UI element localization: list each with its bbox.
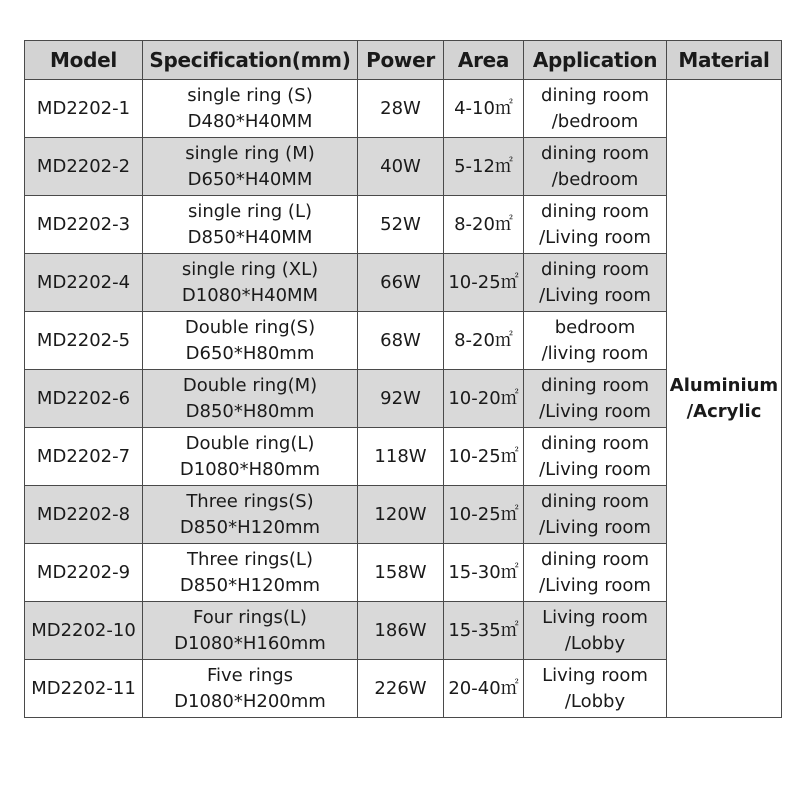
application-line: dining room <box>541 432 649 454</box>
cell-model: MD2202-8 <box>25 486 143 544</box>
cell-specification <box>143 660 358 718</box>
header-application: Application <box>524 41 667 80</box>
spec-name: Double ring(S) <box>184 316 316 338</box>
spec-name: Five rings <box>206 664 294 686</box>
cell-model: MD2202-6 <box>25 370 143 428</box>
cell-model: MD2202-2 <box>25 138 143 196</box>
cell-area: 8-20㎡ <box>444 312 524 370</box>
application-line: /bedroom <box>551 168 639 190</box>
cell-model: MD2202-3 <box>25 196 143 254</box>
material-line: Aluminium <box>669 374 779 396</box>
application-line: /living room <box>541 342 649 364</box>
cell-application <box>524 660 667 718</box>
spec-dimensions: D1080*H40MM <box>181 284 319 306</box>
spec-dimensions: D1080*H160mm <box>174 632 326 654</box>
cell-area: 8-20㎡ <box>444 196 524 254</box>
spec-name: single ring (M) <box>185 142 315 164</box>
cell-model: MD2202-11 <box>25 660 143 718</box>
cell-specification <box>143 312 358 370</box>
cell-application <box>524 602 667 660</box>
cell-power: 40W <box>358 138 444 196</box>
application-line: /Lobby <box>564 690 626 712</box>
spec-name: Double ring(L) <box>185 432 315 454</box>
cell-power: 120W <box>358 486 444 544</box>
cell-application <box>524 544 667 602</box>
cell-power: 186W <box>358 602 444 660</box>
spec-dimensions: D850*H120mm <box>179 516 321 538</box>
cell-application <box>524 428 667 486</box>
cell-specification <box>143 486 358 544</box>
cell-area: 4-10㎡ <box>444 80 524 138</box>
cell-specification <box>143 138 358 196</box>
cell-area: 15-30㎡ <box>444 544 524 602</box>
spec-dimensions: D850*H40MM <box>187 226 313 248</box>
spec-dimensions: D650*H80mm <box>185 342 315 364</box>
spec-dimensions: D1080*H200mm <box>174 690 326 712</box>
cell-power: 66W <box>358 254 444 312</box>
cell-model: MD2202-9 <box>25 544 143 602</box>
application-line: dining room <box>541 374 649 396</box>
spec-name: single ring (XL) <box>181 258 319 280</box>
spec-dimensions: D650*H40MM <box>187 168 313 190</box>
cell-specification <box>143 370 358 428</box>
application-line: dining room <box>541 84 649 106</box>
cell-application <box>524 370 667 428</box>
application-line: bedroom <box>554 316 636 338</box>
spec-name: Three rings(L) <box>187 548 313 570</box>
application-line: dining room <box>541 548 649 570</box>
application-line: Living room <box>542 606 648 628</box>
spec-name: Double ring(M) <box>182 374 318 396</box>
application-line: dining room <box>541 142 649 164</box>
cell-material <box>667 80 782 718</box>
spec-dimensions: D1080*H80mm <box>179 458 321 480</box>
cell-application <box>524 254 667 312</box>
cell-area: 5-12㎡ <box>444 138 524 196</box>
application-line: /Living room <box>539 458 651 480</box>
table-row <box>25 80 782 138</box>
cell-application <box>524 80 667 138</box>
application-line: dining room <box>541 258 649 280</box>
cell-area: 20-40㎡ <box>444 660 524 718</box>
application-line: /bedroom <box>551 110 639 132</box>
spec-name: single ring (S) <box>187 84 313 106</box>
header-specification: Specification(mm) <box>143 41 358 80</box>
cell-power: 68W <box>358 312 444 370</box>
cell-specification <box>143 544 358 602</box>
application-line: /Lobby <box>564 632 626 654</box>
application-line: dining room <box>541 490 649 512</box>
material-line: /Acrylic <box>686 400 762 422</box>
cell-power: 226W <box>358 660 444 718</box>
spec-table <box>24 40 782 718</box>
spec-dimensions: D850*H80mm <box>185 400 315 422</box>
application-line: Living room <box>542 664 648 686</box>
cell-specification <box>143 428 358 486</box>
spec-name: single ring (L) <box>187 200 313 222</box>
header-model: Model <box>25 41 143 80</box>
header-area: Area <box>444 41 524 80</box>
cell-application <box>524 196 667 254</box>
header-power: Power <box>358 41 444 80</box>
cell-application <box>524 138 667 196</box>
cell-specification <box>143 196 358 254</box>
application-line: /Living room <box>539 574 651 596</box>
spec-dimensions: D480*H40MM <box>187 110 313 132</box>
cell-area: 10-20㎡ <box>444 370 524 428</box>
application-line: /Living room <box>539 516 651 538</box>
header-row <box>25 41 782 80</box>
cell-area: 10-25㎡ <box>444 428 524 486</box>
cell-model: MD2202-7 <box>25 428 143 486</box>
cell-power: 28W <box>358 80 444 138</box>
spec-name: Three rings(S) <box>186 490 314 512</box>
cell-power: 92W <box>358 370 444 428</box>
application-line: /Living room <box>539 284 651 306</box>
application-line: /Living room <box>539 400 651 422</box>
cell-model: MD2202-10 <box>25 602 143 660</box>
cell-model: MD2202-1 <box>25 80 143 138</box>
cell-specification <box>143 254 358 312</box>
cell-model: MD2202-4 <box>25 254 143 312</box>
cell-application <box>524 312 667 370</box>
application-line: dining room <box>541 200 649 222</box>
cell-specification <box>143 80 358 138</box>
cell-area: 10-25㎡ <box>444 486 524 544</box>
cell-specification <box>143 602 358 660</box>
header-material: Material <box>667 41 782 80</box>
cell-power: 118W <box>358 428 444 486</box>
spec-dimensions: D850*H120mm <box>179 574 321 596</box>
cell-area: 10-25㎡ <box>444 254 524 312</box>
spec-name: Four rings(L) <box>193 606 307 628</box>
cell-power: 52W <box>358 196 444 254</box>
cell-model: MD2202-5 <box>25 312 143 370</box>
cell-area: 15-35㎡ <box>444 602 524 660</box>
cell-power: 158W <box>358 544 444 602</box>
application-line: /Living room <box>539 226 651 248</box>
cell-application <box>524 486 667 544</box>
